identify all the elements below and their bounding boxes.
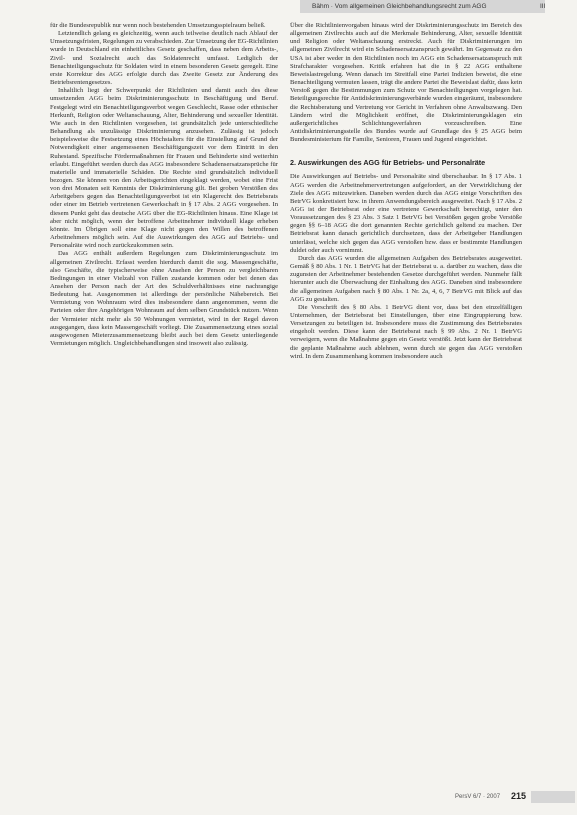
paragraph: Über die Richtlinienvorgaben hinaus wird der Diskriminierungsschutz im Bereich des allgemeinen Zivilrechts auch auf die Merkmale Behinderung, Alter, sexuelle Identität und Religion oder Weltanschauung erstreckt. Auch für Diskriminierungen im allgemeinen Zivilrecht wird ein Schadensersatzanspruch gewährt. Im Gegensatz zu den USA ist aber weder in den Richtlinien noch im AGG ein Schadensersatzanspruch mit Strafcharakter vorgesehen. Kritik erfahren hat die in § 22 AGG enthaltene Beweislastregelung. Wenn danach im Streitfall eine Partei Indizien beweist, die eine Benachteiligung vermuten lassen, trägt die andere Partei die Beweislast dafür, dass kein Verstoß gegen die Bestimmungen zum Schutz vor Benachteiligungen vorgelegen hat. Beteiligungsrechte für Antidiskriminierungsverbände wurden eingeräumt, insbesondere die Rechtsberatung und Vertretung vor Gericht in Verfahren ohne Anwaltszwang. Den Ländern wird die Möglichkeit eröffnet, die Diskriminierungsklagen ein außergerichtliches Schlichtungsverfahren vorzuschreiben. Eine Antidiskriminierungsstelle des Bundes wurde auf Grundlage des § 25 AGG beim Bundesministerium für Familie, Senioren, Frauen und Jugend eingerichtet. [290, 22, 522, 144]
paragraph: Die Auswirkungen auf Betriebs- und Personalräte sind überschaubar. In § 17 Abs. 1 AGG werden die Arbeitnehmervertretungen aufgefordert, an der Verwirklichung der Ziele des AGG mitzuwirken. Daneben werden durch das AGG einige Vorschriften des BetrVG konkretisiert bzw. in ihrem Anwendungsbereich ausgeweitet. Nach § 17 Abs. 2 AGG ist der Betriebsrat oder eine vertretene Gewerkschaft berechtigt, unter den Voraussetzungen des § 23 Abs. 3 Satz 1 BetrVG bei Verstößen gegen grobe Verstöße gegen §§ 6–18 AGG die dort genannten Rechte gerichtlich geltend zu machen. Der Betriebsrat kann danach gerichtlich durchsetzen, dass der Arbeitgeber Handlungen unterlässt, welche sich gegen das AGG verstoßen bzw. dass er bestimmte Handlungen duldet oder auch vornimmt. [290, 173, 522, 254]
issue-label: PersV 6/7 · 2007 [455, 794, 501, 800]
paragraph: Inhaltlich liegt der Schwerpunkt der Richtlinien und damit auch des diese umsetzenden AGG beim Diskriminierungsschutz in Beschäftigung und Beruf. Festgelegt wird ein Benachteiligungsverbot wegen Geschlecht, Rasse oder ethnischer Herkunft, Religion oder Weltanschauung, Alter, Behinderung und sexueller Identität. Wie auch in den Richtlinien vorgesehen, ist grundsätzlich jede unterschiedliche Behandlung als unzulässige Diskriminierung anzusehen. Zulässig ist jedoch beispielsweise die Festsetzung eines Höchstalters für die Einstellung auf Grund der Notwendigkeit einer angemessenen Beschäftigungszeit vor dem Eintritt in den Ruhestand. Spezifische Fördermaßnahmen für Frauen und Behinderte sind weiterhin erlaubt. Eingeführt werden durch das AGG insbesondere Schadensersatzansprüche für materielle und immaterielle Schäden. Die Rechte sind grundsätzlich individuell bezogen. Sie können von den Arbeitsgerichten eingeklagt werden, wobei eine Frist von drei Monaten seit Kenntnis der Diskriminierung gilt. Bei groben Verstößen des Arbeitgebers gegen das Benachteiligungsverbot ist ein Klagerecht des Betriebsrats oder einer im Betrieb vertretenen Gewerkschaft in § 17 Abs. 2 AGG vorgesehen. In diesem Punkt geht das deutsche AGG über die EG-Richtlinien hinaus. Eine Klage ist aber nicht möglich, wenn der betroffene Arbeitnehmer individuell klage erheben könnte. Im Übrigen soll eine Klage nicht gegen den Willen des betroffenen Arbeitnehmers möglich sein. Auf die Auswirkungen des AGG auf Betriebs- und Personalräte wird noch zurückzukommen sein. [50, 87, 278, 250]
footer-bar [531, 791, 575, 803]
running-title: Bähm · Vom allgemeinen Gleichbehandlungsrecht zum AGG [312, 3, 487, 10]
paragraph: Letztendlich gelang es gleichzeitig, wenn auch teilweise deutlich nach Ablauf der Umsetzungsfristen, Regelungen zu verabschieden. Zur Umsetzung der EG-Richtlinien wurde in Deutschland ein einheitliches Gesetz geschaffen, dass neben dem Arbeits-, Zivil- und Sozialrecht auch das Soldatenrecht umfasst. Lediglich der Benachteiligungsschutz für Soldaten wird in einem besonderen Gesetz geregelt. Eine erste Korrektur des AGG erfolgte durch das Zweite Gesetz zur Änderung des Betriebsrentengesetzes. [50, 30, 278, 87]
left-column [50, 22, 278, 348]
section-heading: 2. Auswirkungen des AGG für Betriebs- und Personalräte [290, 158, 486, 168]
paragraph: Durch das AGG wurden die allgemeinen Aufgaben des Betriebsrates ausgeweitet. Gemäß § 80 Abs. 1 Nr. 1 BetrVG hat der Betriebsrat u. a. darüber zu wachen, dass die zugunsten der Arbeitnehmer bestehenden Gesetze durchgeführt werden. Nunmehr fällt hierunter auch die Überwachung der Einhaltung des AGG. Daneben sind insbesondere die allgemeinen Aufgaben nach § 80 Abs. 1 Nr. 2a, 4, 6, 7 BetrVG mit Blick auf das AGG zu gestalten. [290, 254, 522, 303]
paragraph: Die Vorschrift des § 80 Abs. 1 BetrVG dient vor, dass bei den einzelfälligen Unternehmen, der Betriebsrat bei Einstellungen, über eine Eingruppierung bzw. Versetzungen zu beteiligen ist. Insbesondere muss die Zustimmung des Betriebsrates eingeholt werden. Diese kann der Betriebsrat nach § 99 Abs. 2 Nr. 1 BetrVG verweigern, wenn die Maßnahme gegen ein Gesetz verstößt. Jetzt kann der Betriebsrat die geplante Maßnahme auch ablehnen, wenn durch sie gegen das AGG verstoßen wird. In dem Zusammenhang kommen insbesondere auch [290, 303, 522, 360]
page-marker: III [540, 3, 546, 10]
paragraph: Das AGG enthält außerdem Regelungen zum Diskriminierungsschutz im allgemeinen Zivilrecht. Erfasst werden hierdurch damit die sog. Massengeschäfte, also Geschäfte, die typischerweise ohne Ansehen der Person zu vergleichbaren Bedingungen in einer Vielzahl von Fällen zustande kommen oder bei denen das Ansehen der Person nach der Art des Schuldverhältnisses eine nachrangige Bedeutung hat. Ausgenommen ist allerdings der persönliche Nähebereich. Bei Vermietung von Wohnraum wird dies insbesondere dann angenommen, wenn die Parteien oder ihre Angehörigen Wohnraum auf dem selben Grundstück nutzen. Wenn der Vermieter nicht mehr als 50 Wohnungen vermietet, wird in der Regel davon ausgegangen, dass kein Massengeschäft vorliegt. Die Zusammensetzung eines sozial ausgewogenen Mieterzusammensetzung bleibt auch bei dem Gesetz unterliegende Vermietungen möglich. Ungleichbehandlungen sind insoweit also zulässig. [50, 250, 278, 348]
page-footer [455, 791, 575, 805]
running-header [300, 0, 545, 13]
page-number: 215 [511, 791, 527, 801]
paragraph: für die Bundesrepublik nur wenn noch bestehenden Umsetzungsspielraum beließ. [50, 22, 266, 29]
right-column [290, 22, 522, 361]
